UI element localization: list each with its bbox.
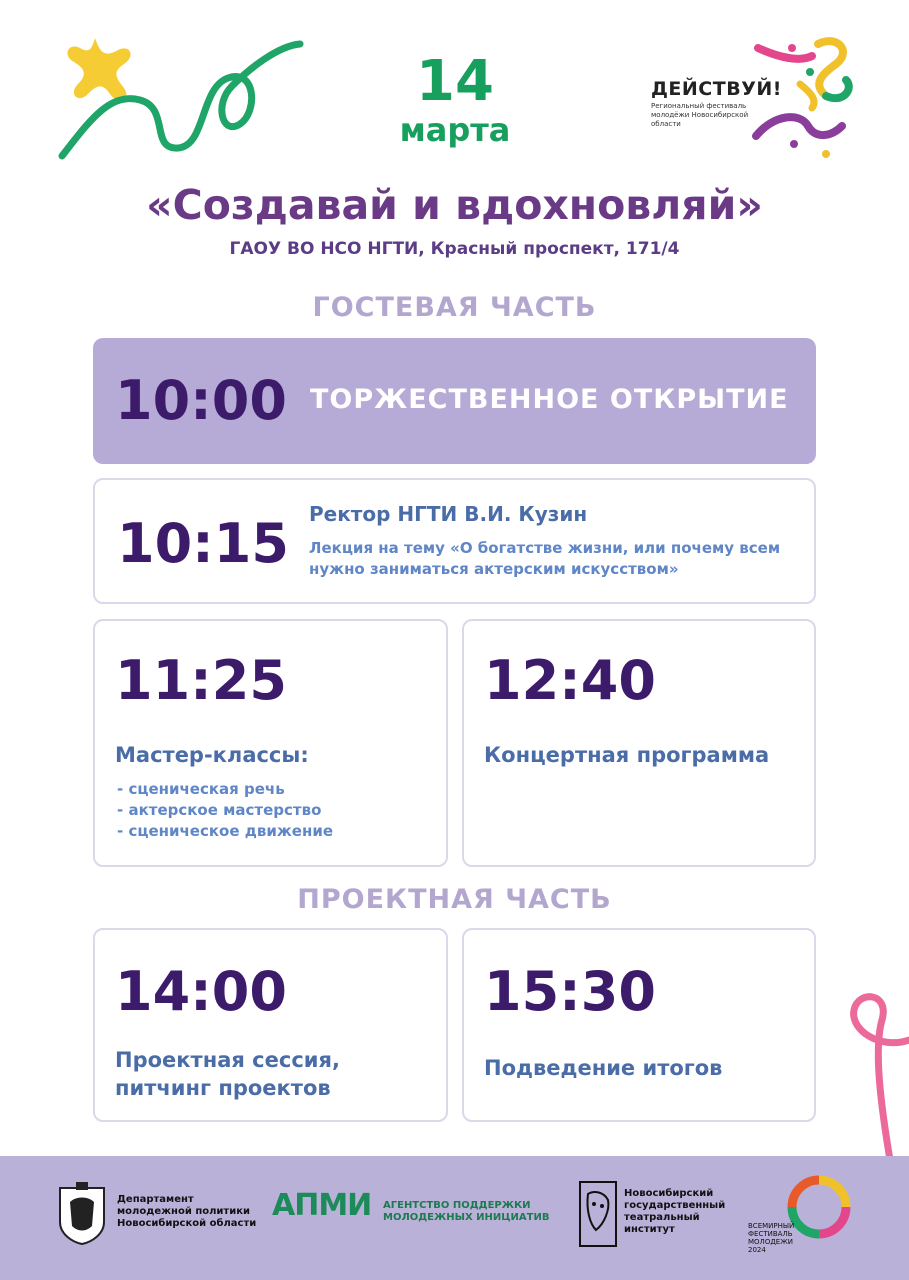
logo-yellow-ribbon-icon [818,41,843,96]
apmi-text: АГЕНТСТВО ПОДДЕРЖКИ МОЛОДЕЖНЫХ ИНИЦИАТИВ [383,1200,550,1223]
logo-yellow-ribbon2-icon [800,84,814,108]
opening-time: 10:00 [115,369,287,432]
session-time: 14:00 [115,960,287,1023]
event-address: ГАОУ ВО НСО НГТИ, Красный проспект, 171/4 [229,239,680,259]
masterclasses-time: 11:25 [115,649,287,712]
card-opening [93,338,816,464]
logo-dot-pink-icon [788,44,796,52]
event-title: «Создавай и вдохновляй» [146,181,763,229]
section-title-project: ПРОЕКТНАЯ ЧАСТЬ [297,884,612,915]
date-day: 14 [416,49,494,114]
footer-department: Департамент молодежной политики Новосибирской области [117,1194,257,1229]
lecture-time: 10:15 [117,512,289,575]
results-time: 15:30 [484,960,656,1023]
footer-wfm: ВСЕМИРНЫЙ ФЕСТИВАЛЬ МОЛОДЕЖИ 2024 [748,1222,795,1254]
logo-purple-ribbon-icon [756,117,842,136]
logo-dot-green-icon [806,68,814,76]
lecture-speaker: Ректор НГТИ В.И. Кузин [309,502,588,526]
logo-dot-purple-icon [790,140,798,148]
card-masterclasses [93,619,448,867]
card-lecture [93,478,816,604]
masterclasses-list [117,779,333,842]
green-squiggle-icon [62,44,300,156]
apmi-logo: АПМИ [272,1188,372,1223]
section-title-guest: ГОСТЕВАЯ ЧАСТЬ [312,292,597,323]
masterclasses-label: Мастер-классы: [115,743,309,767]
opening-label: ТОРЖЕСТВЕННОЕ ОТКРЫТИЕ [310,384,789,415]
pink-squiggle-icon [854,997,909,1160]
coat-of-arms-icon [56,1182,108,1246]
list-item: - сценическое движение [117,822,334,840]
list-item: - актерское мастерство [117,801,322,819]
list-item: - сценическая речь [117,780,285,798]
card-concert [462,619,816,867]
lecture-topic: Лекция на тему «О богатстве жизни, или почему всем нужно заниматься актерским искусством» [309,539,781,578]
festival-logo-subtitle: Региональный фестиваль молодёжи Новосибирской области [651,102,749,128]
footer-theatre-institute: Новосибирский государственный театральный институт [624,1188,726,1235]
logo-pink-ribbon-icon [758,48,812,59]
date-month: марта [399,111,511,149]
card-session [93,928,448,1122]
session-label: Проектная сессия, питчинг проектов [115,1048,340,1100]
logo-dot-yellow-icon [822,150,830,158]
results-label: Подведение итогов [484,1056,723,1080]
partners-footer [0,1156,909,1280]
concert-label: Концертная программа [484,743,770,767]
card-results [462,928,816,1122]
theatre-mask-icon [578,1180,618,1248]
concert-time: 12:40 [484,649,656,712]
yellow-star-icon [67,38,130,101]
festival-logo-title: ДЕЙСТВУЙ! [651,78,782,100]
logo-green-ribbon-icon [826,80,849,98]
